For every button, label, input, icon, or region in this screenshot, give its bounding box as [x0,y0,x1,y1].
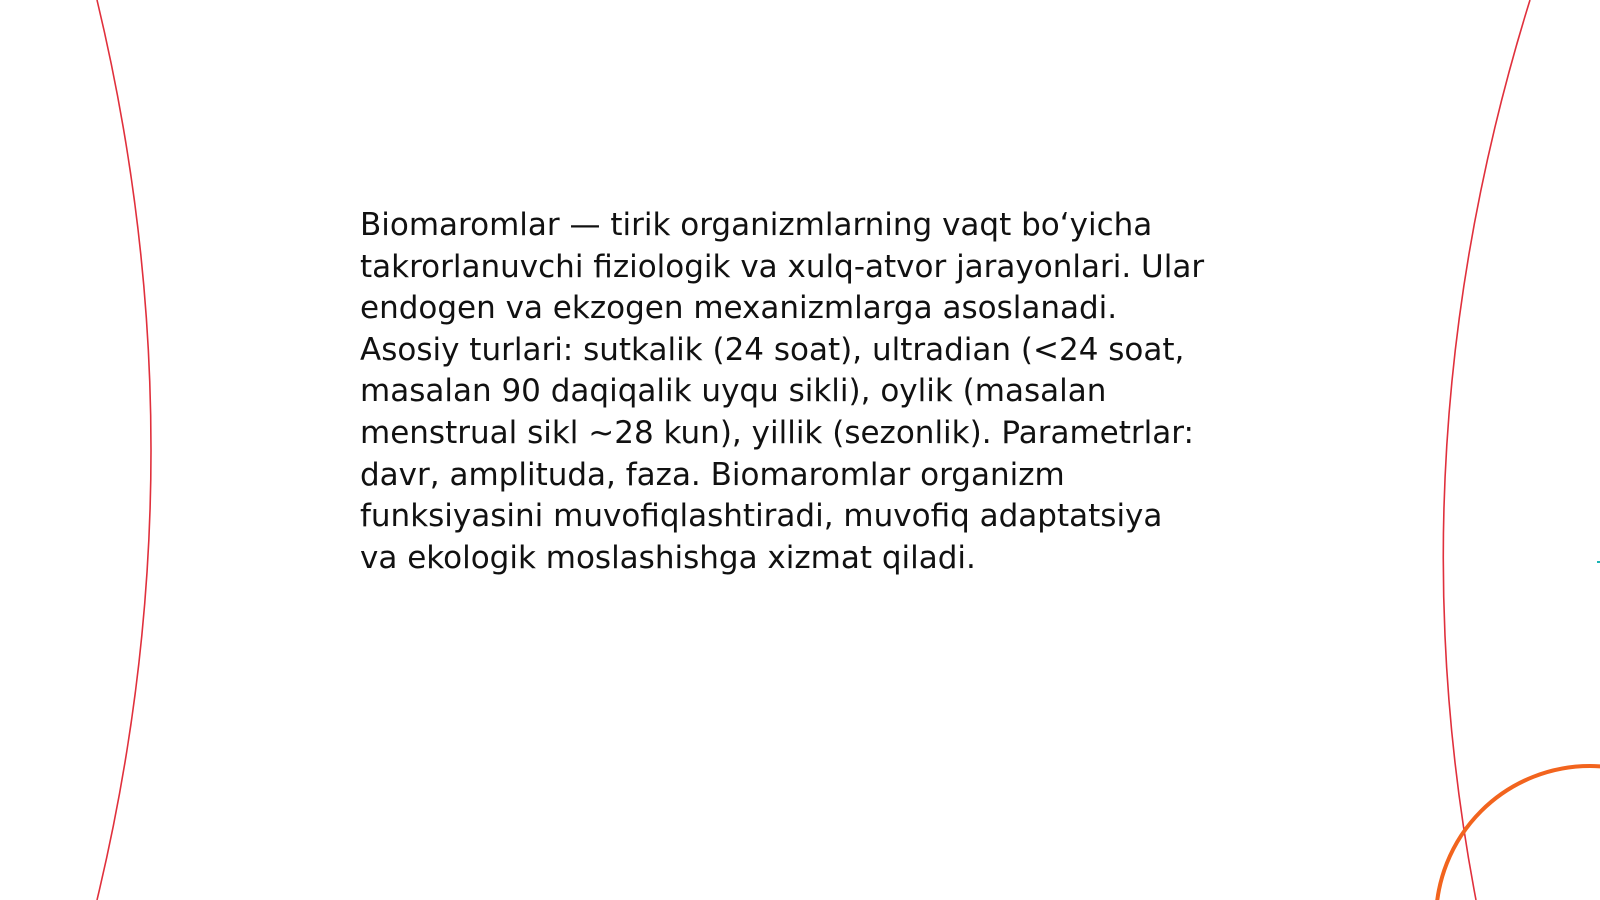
body-paragraph [360,205,1260,579]
orange-circle-outline [1436,766,1600,900]
paragraph-line: Biomaromlar — tirik organizmlarning vaqt bo‘yicha [360,207,1153,243]
paragraph-line: endogen va ekzogen mexanizmlarga asoslanadi. [360,290,1118,327]
left-arc-line [97,0,151,900]
paragraph-line: Asosiy turlari: sutkalik (24 soat), ultradian (<24 soat, [360,331,1185,368]
paragraph-line: menstrual sikl ~28 kun), yillik (sezonlik). Parametrlar: [360,414,1194,451]
paragraph-line: va ekologik moslashishga xizmat qiladi. [360,539,976,576]
paragraph-line: funksiyasini muvofiqlashtiradi, muvofiq adaptatsiya [360,498,1163,535]
paragraph-line: masalan 90 daqiqalik uyqu sikli), oylik (masalan [360,373,1107,410]
right-arc-line [1443,0,1530,900]
paragraph-line: takrorlanuvchi fiziologik va xulq-atvor jarayonlari. Ular [360,248,1205,285]
paragraph-line: davr, amplituda, faza. Biomaromlar organizm [360,456,1065,493]
